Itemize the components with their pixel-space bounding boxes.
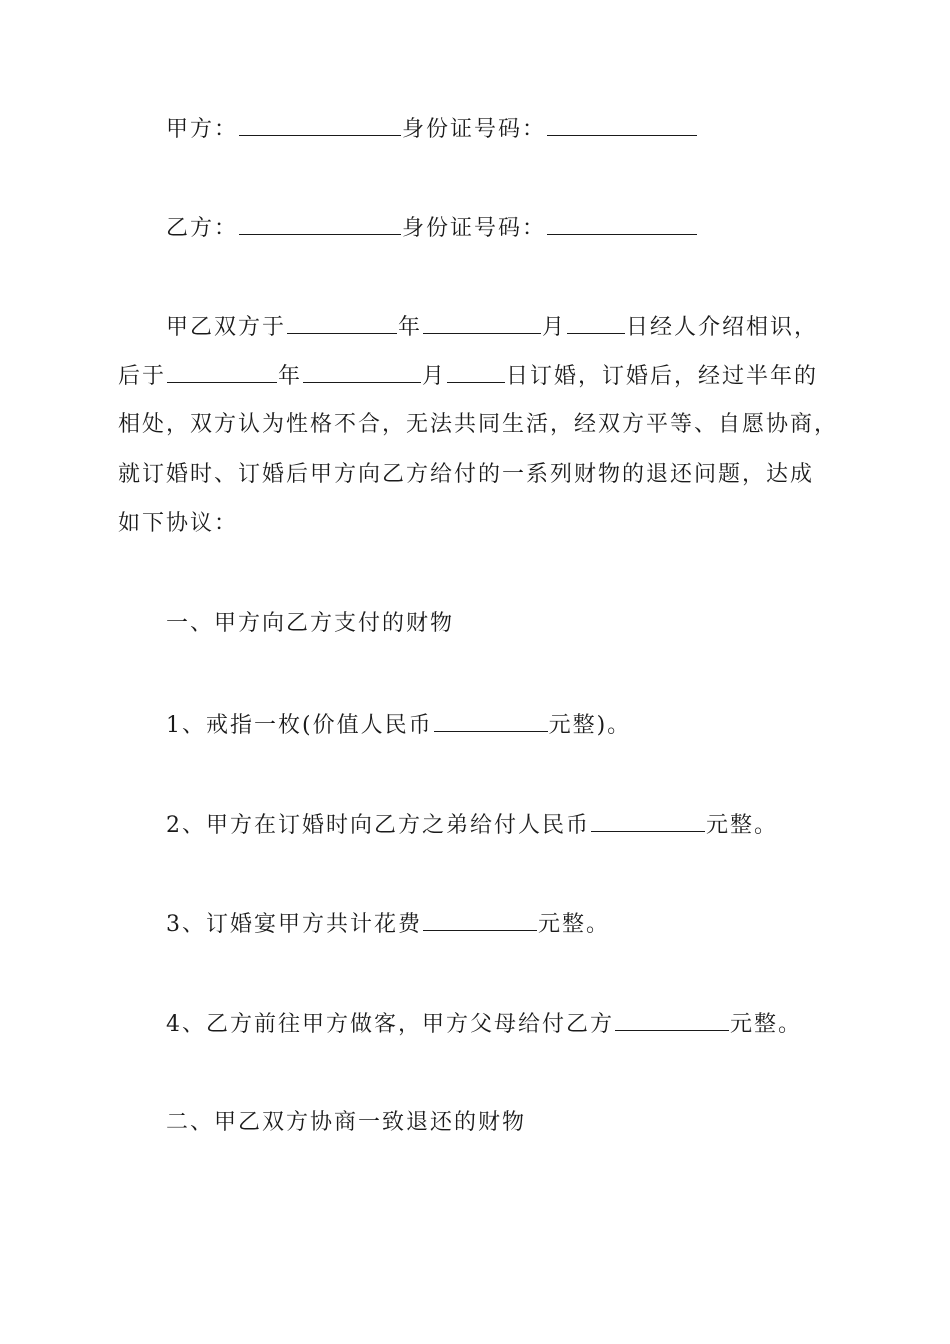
- party-b-id-label: 身份证号码：: [402, 216, 547, 241]
- item-4: [166, 1008, 802, 1040]
- intro-text: 月: [542, 315, 567, 340]
- item-2-suffix: 元整。: [706, 813, 779, 838]
- intro-line-2: [118, 360, 818, 392]
- party-b-name-blank[interactable]: [239, 212, 401, 235]
- intro-text: 年: [278, 364, 303, 389]
- engage-year-blank[interactable]: [167, 360, 277, 383]
- party-a-name-blank[interactable]: [239, 113, 401, 136]
- intro-line-4: 就订婚时、订婚后甲方向乙方给付的一系列财物的退还问题，达成: [118, 462, 815, 487]
- meet-year-blank[interactable]: [287, 311, 397, 334]
- party-b-label: 乙方：: [166, 216, 239, 241]
- item-4-suffix: 元整。: [730, 1012, 803, 1037]
- intro-text: 月: [422, 364, 447, 389]
- item-1-suffix: 元整)。: [548, 713, 632, 738]
- ring-value-blank[interactable]: [434, 709, 548, 732]
- intro-text: 日经人介绍相识，: [626, 315, 819, 340]
- party-a-line: [166, 113, 698, 145]
- section-1-title: 一、甲方向乙方支付的财物: [166, 611, 455, 636]
- section-2-title: 二、甲乙双方协商一致退还的财物: [166, 1110, 527, 1135]
- item-2-text: 2、甲方在订婚时向乙方之弟给付人民币: [166, 813, 590, 838]
- intro-line-3: 相处，双方认为性格不合，无法共同生活，经双方平等、自愿协商，: [118, 412, 839, 437]
- party-b-line: [166, 212, 698, 244]
- party-a-id-blank[interactable]: [547, 113, 697, 136]
- item-3: [166, 908, 610, 940]
- party-b-id-blank[interactable]: [547, 212, 697, 235]
- intro-text: 甲乙双方于: [166, 315, 287, 340]
- meet-month-blank[interactable]: [423, 311, 541, 334]
- brother-payment-blank[interactable]: [591, 809, 705, 832]
- intro-text: 后于: [118, 364, 167, 389]
- item-3-text: 3、订婚宴甲方共计花费: [166, 912, 422, 937]
- item-3-suffix: 元整。: [538, 912, 611, 937]
- intro-line-5: 如下协议：: [118, 511, 239, 536]
- engage-month-blank[interactable]: [303, 360, 421, 383]
- item-1: [166, 709, 631, 741]
- party-a-label: 甲方：: [166, 117, 239, 142]
- item-4-text: 4、乙方前往甲方做客，甲方父母给付乙方: [166, 1012, 614, 1037]
- intro-line-1: [166, 311, 818, 343]
- party-a-id-label: 身份证号码：: [402, 117, 547, 142]
- parents-payment-blank[interactable]: [615, 1008, 729, 1031]
- intro-text: 年: [398, 315, 423, 340]
- item-2: [166, 809, 778, 841]
- engage-day-blank[interactable]: [447, 360, 505, 383]
- item-1-text: 1、戒指一枚(价值人民币: [166, 713, 433, 738]
- meet-day-blank[interactable]: [567, 311, 625, 334]
- intro-text: 日订婚，订婚后，经过半年的: [506, 364, 819, 389]
- banquet-cost-blank[interactable]: [423, 908, 537, 931]
